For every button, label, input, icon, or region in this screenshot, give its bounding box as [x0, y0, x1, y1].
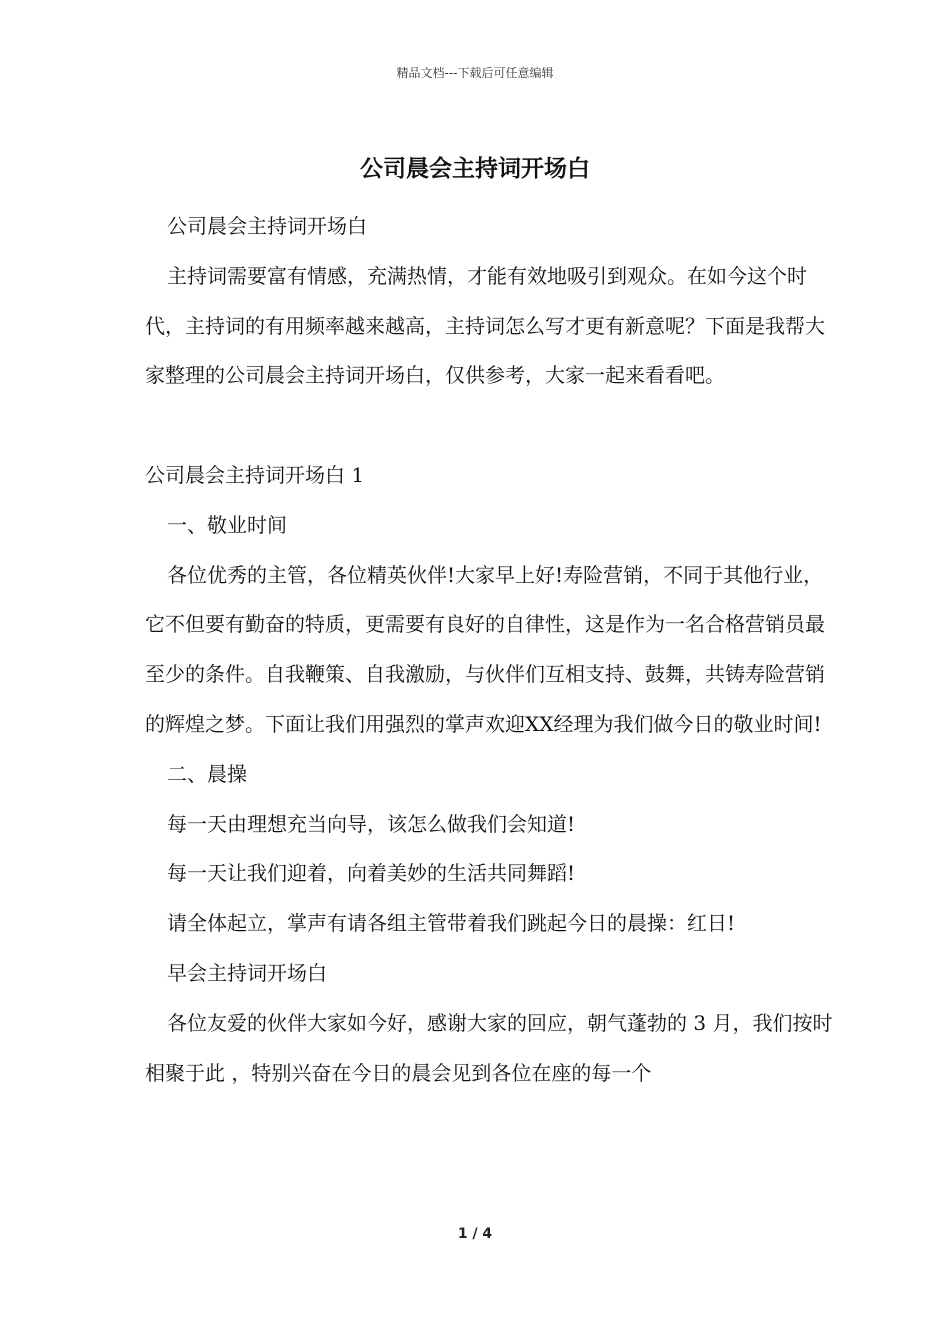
part2-line-2: 每一天让我们迎着，向着美妙的生活共同舞蹈! — [167, 861, 576, 886]
document-body — [145, 202, 835, 1098]
part1-paragraph: 各位优秀的主管，各位精英伙伴!大家早上好!寿险营销，不同于其他行业，它不但要有勤奋的特质，更需要有良好的自律性，这是作为一名合格营销员最至少的条件。自我鞭策、自我激励，与伙伴们互相支持、鼓舞，共铸寿险营销的辉煌之梦。下面让我们用强烈的掌声欢迎XX经理为我们做今日的敬业时间! — [145, 562, 825, 736]
section-heading-2: 早会主持词开场白 — [167, 960, 327, 985]
section-heading-1: 公司晨会主持词开场白 1 — [145, 462, 365, 487]
part2-line-1: 每一天由理想充当向导，该怎么做我们会知道! — [167, 811, 576, 836]
intro-paragraph: 主持词需要富有情感，充满热情，才能有效地吸引到观众。在如今这个时代，主持词的有用频率越来越高，主持词怎么写才更有新意呢？下面是我帮大家整理的公司晨会主持词开场白，仅供参考，大家一起来看看吧。 — [145, 263, 825, 388]
document-header: 精品文档---下载后可任意编辑 — [396, 66, 554, 80]
document-title: 公司晨会主持词开场白 — [360, 155, 590, 182]
section2-paragraph: 各位友爱的伙伴大家如今好，感谢大家的回应，朝气蓬勃的 3 月，我们按时相聚于此 ，特别兴奋在今日的晨会见到各位在座的每一个 — [145, 1010, 833, 1085]
subtitle: 公司晨会主持词开场白 — [167, 214, 367, 238]
paragraph-spacer — [145, 401, 835, 451]
part-heading-2: 二、晨操 — [167, 761, 247, 786]
part-heading-1: 一、敬业时间 — [167, 512, 287, 537]
part2-line-3: 请全体起立，掌声有请各组主管带着我们跳起今日的晨操：红日! — [167, 911, 736, 936]
page-indicator: 1 / 4 — [457, 1226, 493, 1242]
